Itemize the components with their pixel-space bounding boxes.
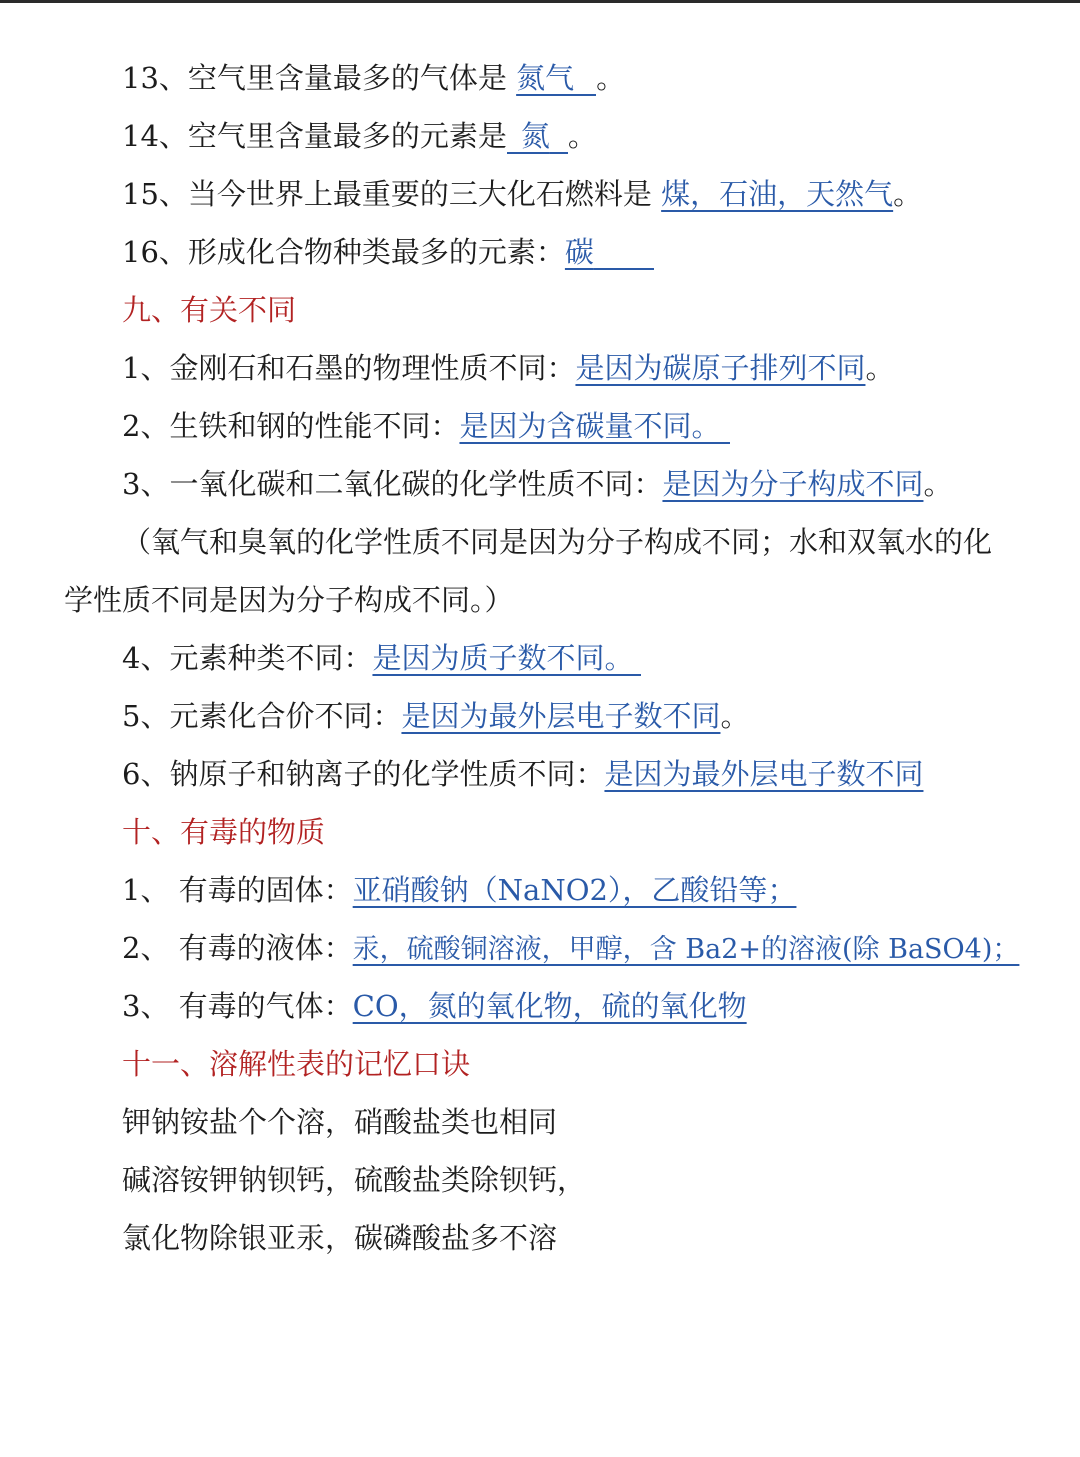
answer-blank (550, 122, 568, 154)
difference-item-4 (122, 640, 641, 676)
difference-item-2 (122, 408, 730, 444)
difference-question: 3、一氧化碳和二氧化碳的化学性质不同： (122, 467, 663, 501)
difference-note-line-2: 学性质不同是因为分子构成不同。） (64, 583, 514, 617)
difference-question: 6、钠原子和钠离子的化学性质不同： (122, 757, 605, 791)
fact-13-suffix: 。 (596, 61, 626, 95)
answer-blank (507, 122, 521, 154)
fact-15-answer: 煤，石油，天然气 (661, 177, 894, 211)
mnemonic-line-1: 钾钠铵盐个个溶，硝酸盐类也相同 (122, 1105, 558, 1139)
difference-answer: 是因为最外层电子数不同 (401, 699, 721, 733)
fact-16-answer: 碳 (564, 235, 594, 269)
difference-suffix: 。 (720, 699, 750, 733)
toxic-category: 2、 有毒的液体： (122, 931, 353, 965)
toxic-item-3 (122, 988, 747, 1024)
difference-suffix: 。 (923, 467, 953, 501)
fact-15-question: 15、当今世界上最重要的三大化石燃料是 (122, 177, 662, 211)
section-10-heading: 十、有毒的物质 (122, 815, 326, 849)
fact-13-question: 13、空气里含量最多的气体是 (122, 61, 517, 95)
answer-blank (720, 412, 730, 444)
fact-14-answer: 氮 (520, 119, 550, 153)
difference-item-5 (122, 698, 749, 734)
difference-note-line-1: （氧气和臭氧的化学性质不同是因为分子构成不同；水和双氧水的化 (122, 525, 993, 559)
toxic-examples: 亚硝酸钠（NaNO2），乙酸铅等； (352, 873, 797, 907)
fact-13-answer: 氮气 (516, 61, 575, 95)
fact-16 (122, 234, 654, 270)
difference-question: 4、元素种类不同： (122, 641, 373, 675)
difference-answer: 是因为最外层电子数不同 (604, 757, 924, 791)
answer-blank (594, 238, 654, 270)
difference-item-1 (122, 350, 894, 386)
fact-14-question: 14、空气里含量最多的元素是 (122, 119, 507, 153)
toxic-examples: CO，氮的氧化物，硫的氧化物 (352, 989, 747, 1023)
difference-answer: 是因为质子数不同。 (372, 641, 634, 675)
toxic-item-2 (122, 930, 1019, 968)
difference-question: 1、金刚石和石墨的物理性质不同： (122, 351, 576, 385)
section-9-heading: 九、有关不同 (122, 293, 297, 327)
difference-answer: 是因为碳原子排列不同 (575, 351, 866, 385)
top-border (0, 0, 1080, 3)
toxic-item-1 (122, 872, 796, 908)
fact-15-suffix: 。 (893, 177, 923, 211)
toxic-examples: 汞，硫酸铜溶液，甲醇，含 Ba2+的溶液(除 BaSO4)； (352, 934, 1020, 965)
toxic-category: 1、 有毒的固体： (122, 873, 353, 907)
difference-suffix: 。 (865, 351, 895, 385)
fact-13 (122, 60, 625, 96)
toxic-category: 3、 有毒的气体： (122, 989, 353, 1023)
mnemonic-line-2: 碱溶铵钾钠钡钙，硫酸盐类除钡钙， (122, 1163, 587, 1197)
fact-14 (122, 118, 597, 154)
difference-question: 2、生铁和钢的性能不同： (122, 409, 460, 443)
difference-item-3 (122, 466, 952, 502)
answer-blank (574, 64, 596, 96)
difference-answer: 是因为分子构成不同 (662, 467, 924, 501)
section-11-heading: 十一、溶解性表的记忆口诀 (122, 1047, 471, 1081)
answer-blank (633, 644, 641, 676)
mnemonic-line-3: 氯化物除银亚汞，碳磷酸盐多不溶 (122, 1221, 558, 1255)
fact-15 (122, 176, 922, 212)
fact-16-question: 16、形成化合物种类最多的元素： (122, 235, 565, 269)
difference-question: 5、元素化合价不同： (122, 699, 402, 733)
fact-14-suffix: 。 (567, 119, 597, 153)
difference-item-6 (122, 756, 923, 792)
difference-answer: 是因为含碳量不同。 (459, 409, 721, 443)
